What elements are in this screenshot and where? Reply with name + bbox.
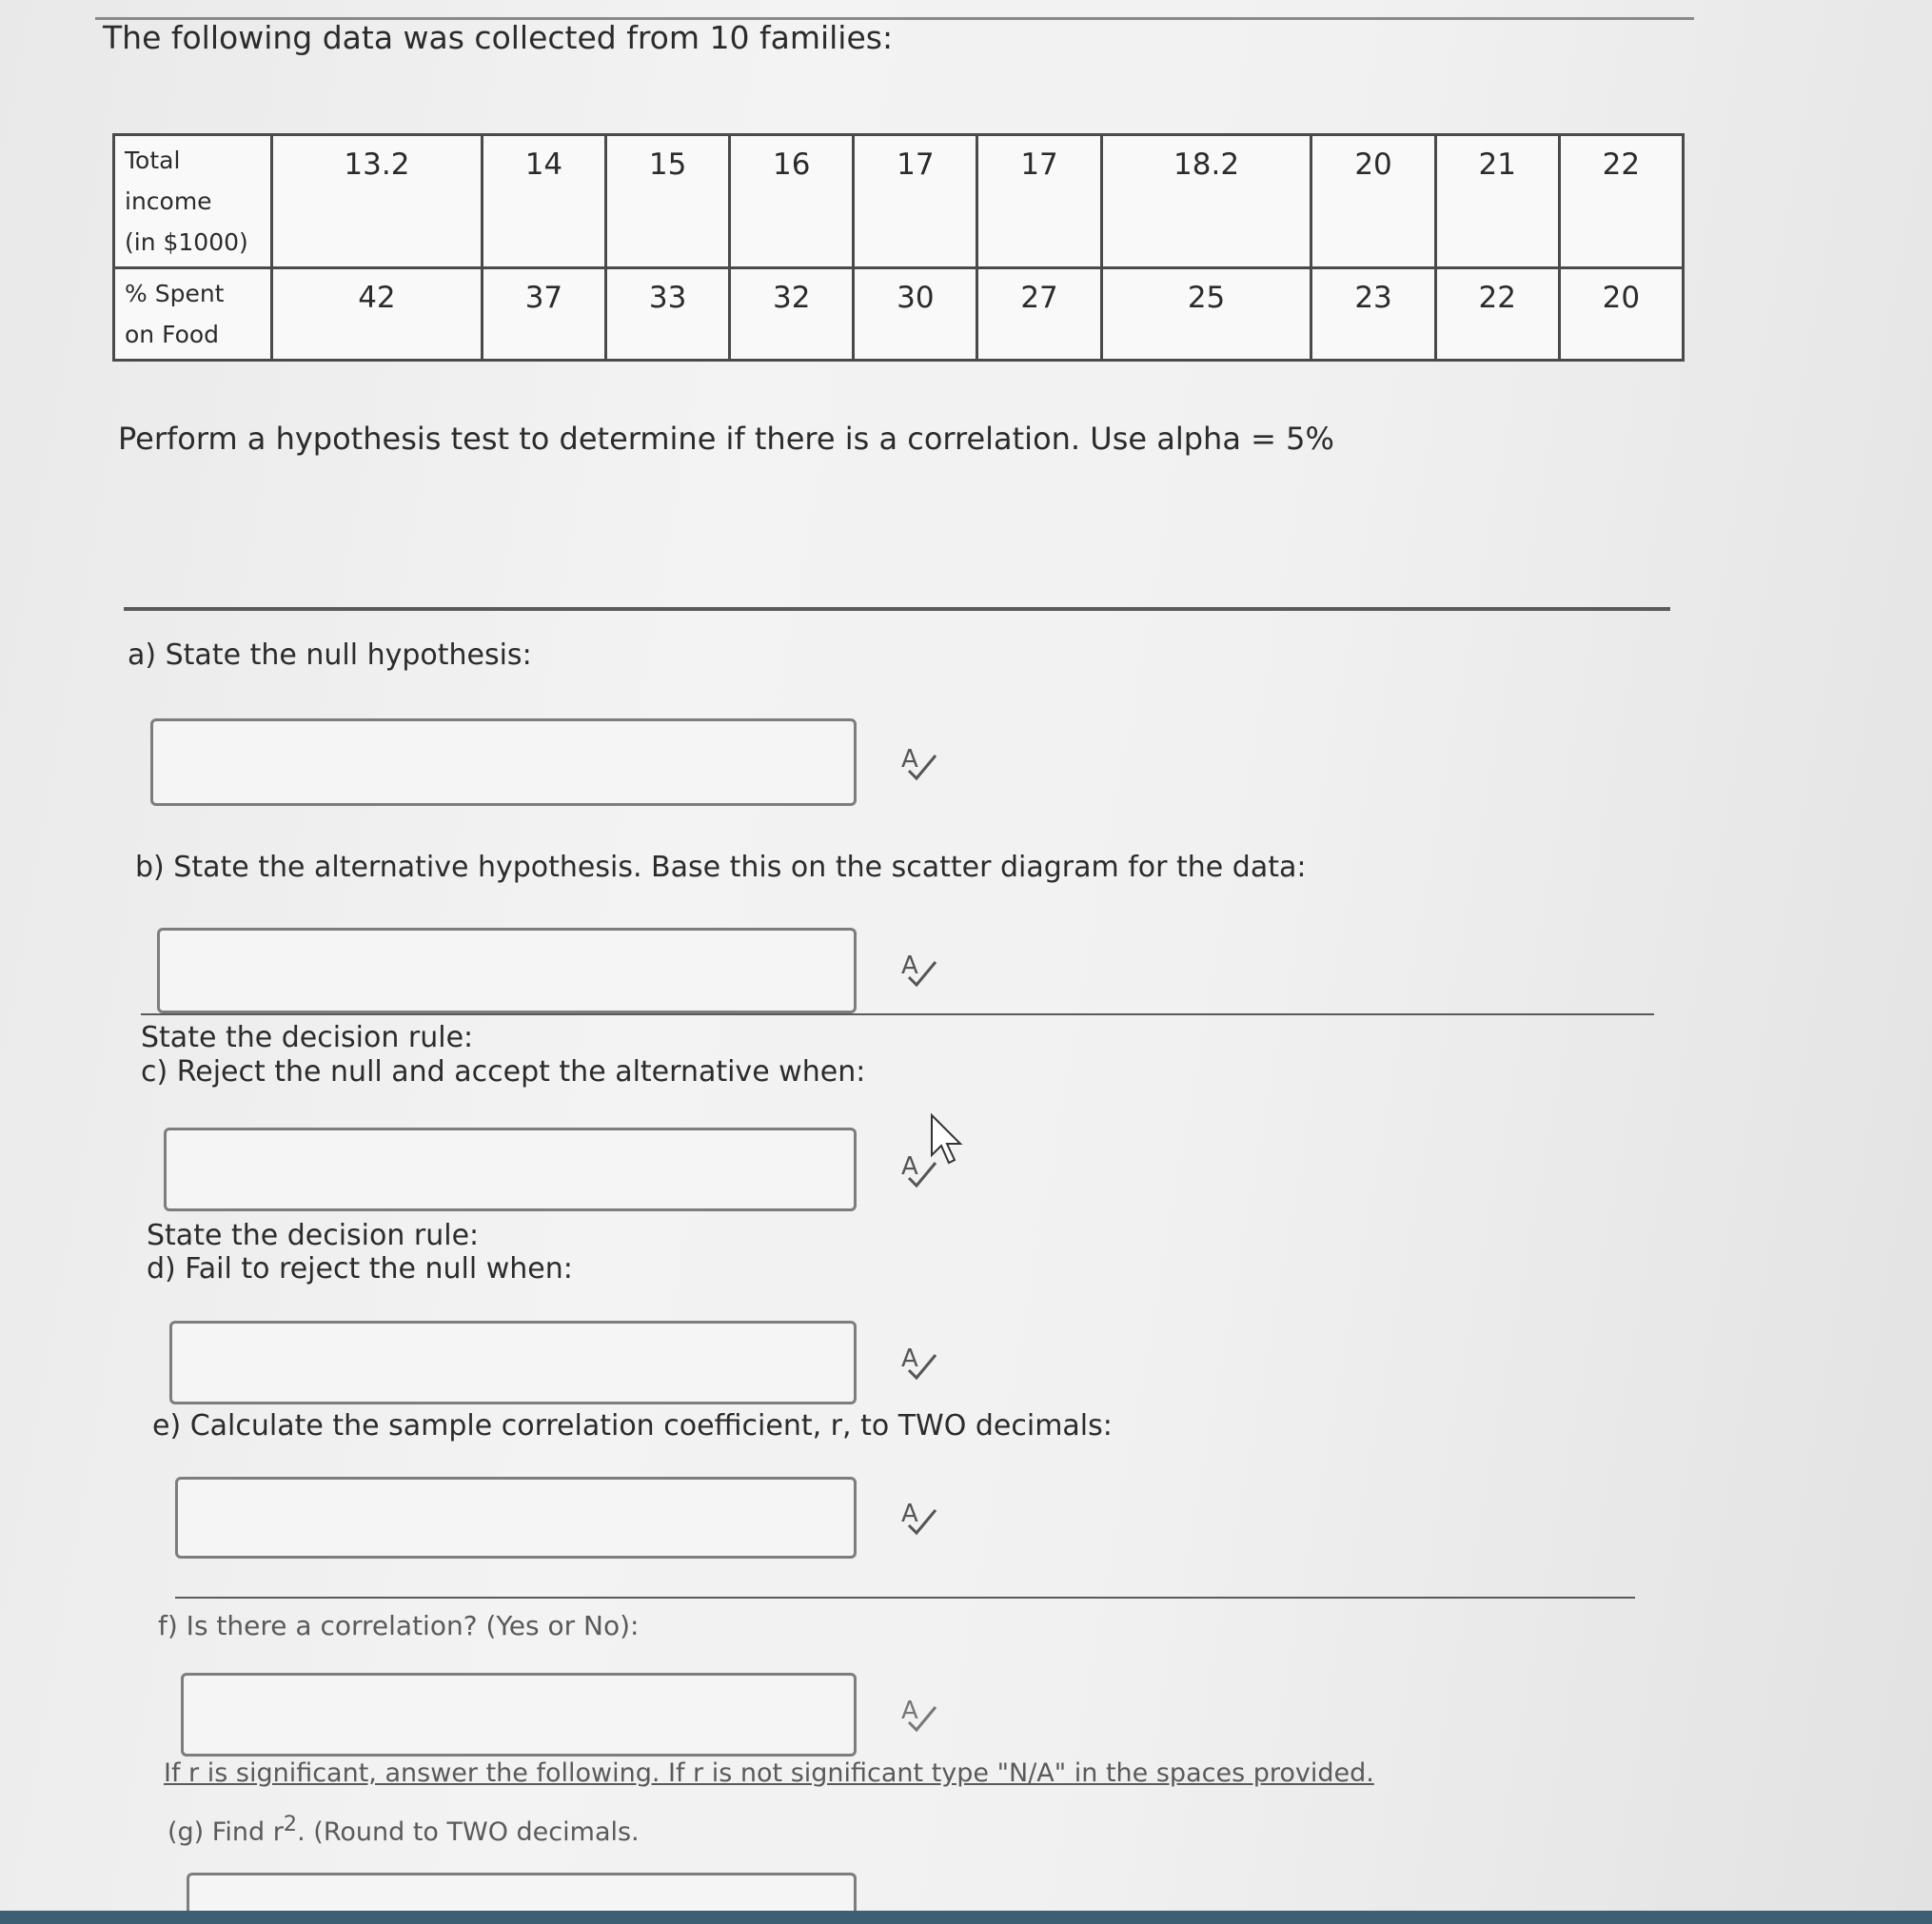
income-cell: 14 [482, 135, 605, 268]
spellcheck-icon[interactable] [899, 1342, 941, 1384]
spent-cell: 33 [606, 268, 730, 361]
data-table [112, 133, 1685, 362]
table-row-income [114, 135, 1684, 268]
spent-cell: 42 [272, 268, 483, 361]
table-row-spent [114, 268, 1684, 361]
question-b-label: b) State the alternative hypothesis. Base this on the scatter diagram for the data: [135, 851, 1307, 884]
spent-cell: 22 [1435, 268, 1559, 361]
fail-to-reject-input[interactable] [169, 1321, 857, 1404]
divider [175, 1597, 1635, 1599]
section-divider [124, 607, 1670, 611]
spellcheck-icon[interactable] [899, 742, 941, 784]
decision-rule-label-d: State the decision rule: [147, 1219, 480, 1252]
correlation-coefficient-input[interactable] [175, 1477, 857, 1559]
null-hypothesis-input[interactable] [150, 718, 857, 806]
spent-cell: 27 [977, 268, 1101, 361]
income-cell: 13.2 [272, 135, 483, 268]
reject-null-input[interactable] [164, 1128, 857, 1211]
question-d-label: d) Fail to reject the null when: [147, 1252, 573, 1286]
income-cell: 17 [977, 135, 1101, 268]
spent-cell: 25 [1101, 268, 1311, 361]
question-c-label: c) Reject the null and accept the alternative when: [141, 1055, 866, 1089]
significance-note: If r is significant, answer the following. If r is not significant type "N/A" in the spaces provided. [164, 1758, 1374, 1788]
spent-cell: 32 [730, 268, 854, 361]
income-cell: 20 [1311, 135, 1435, 268]
taskbar-strip [0, 1911, 1932, 1924]
spellcheck-icon[interactable] [899, 949, 941, 991]
row-label-spent: % Spent on Food [114, 268, 272, 361]
divider [141, 1013, 1654, 1015]
svg-text:A: A [901, 1500, 918, 1528]
svg-text:A: A [901, 1152, 918, 1181]
income-cell: 18.2 [1101, 135, 1311, 268]
spent-cell: 23 [1311, 268, 1435, 361]
svg-text:A: A [901, 745, 918, 774]
intro-text: The following data was collected from 10 families: [103, 19, 894, 56]
spent-cell: 20 [1559, 268, 1683, 361]
income-cell: 17 [854, 135, 977, 268]
row-label-income: Total income (in $1000) [114, 135, 272, 268]
decision-rule-label-c: State the decision rule: [141, 1021, 474, 1054]
spent-cell: 37 [482, 268, 605, 361]
income-cell: 15 [606, 135, 730, 268]
prompt-text: Perform a hypothesis test to determine if there is a correlation. Use alpha = 5% [118, 421, 1334, 457]
svg-text:A: A [901, 1345, 918, 1373]
income-cell: 22 [1559, 135, 1683, 268]
question-a-label: a) State the null hypothesis: [128, 638, 532, 672]
question-g-label: (g) Find $r^2$. (Round to TWO decimals. [168, 1812, 640, 1847]
spent-cell: 30 [854, 268, 977, 361]
svg-text:A: A [901, 1697, 918, 1725]
spellcheck-icon[interactable] [899, 1694, 941, 1736]
question-e-label: e) Calculate the sample correlation coefficient, r, to TWO decimals: [152, 1409, 1113, 1443]
mouse-pointer-icon [928, 1113, 966, 1167]
income-cell: 16 [730, 135, 854, 268]
question-f-label: f) Is there a correlation? (Yes or No): [158, 1610, 640, 1641]
alternative-hypothesis-input[interactable] [157, 928, 857, 1013]
spellcheck-icon[interactable] [899, 1497, 941, 1539]
is-correlation-input[interactable] [181, 1673, 857, 1757]
svg-text:A: A [901, 952, 918, 980]
income-cell: 21 [1435, 135, 1559, 268]
